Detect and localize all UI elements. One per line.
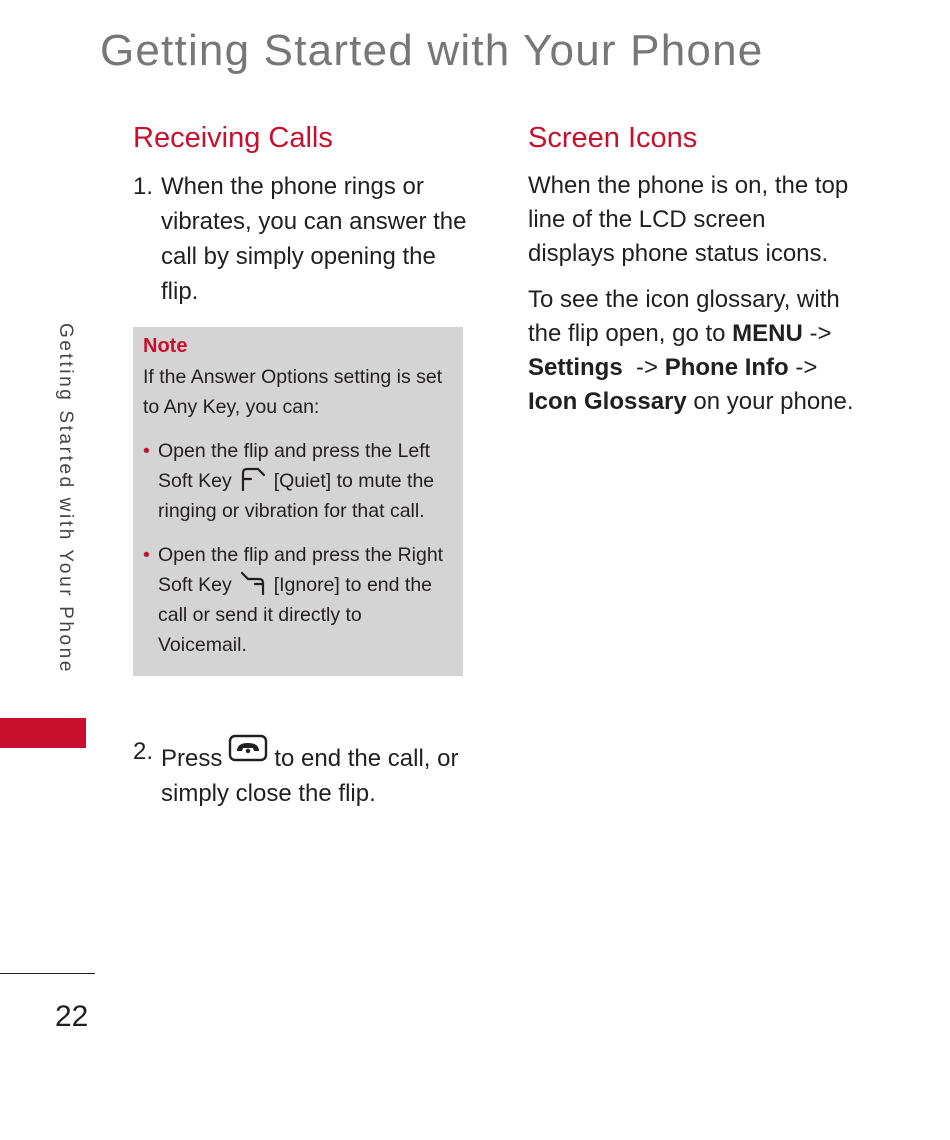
- menu-path-arrow: ->: [788, 354, 818, 381]
- menu-path-menu: MENU: [732, 320, 803, 347]
- end-key-icon: [228, 734, 268, 764]
- step-text-after: to end the call, or simply close the flip.: [161, 745, 459, 807]
- side-tab-label: Getting Started with Your Phone: [55, 323, 76, 675]
- bullet-text-before: Open the flip and press the Right Soft Key: [158, 544, 444, 596]
- note-intro: If the Answer Options setting is set to Any Key, you can:: [143, 366, 443, 418]
- step-number: 1.: [133, 173, 154, 200]
- side-tab-marker: [0, 718, 86, 748]
- bullet-dot: •: [143, 440, 150, 462]
- menu-path-arrow: ->: [802, 320, 832, 347]
- note-box: [133, 327, 463, 676]
- screen-icons-paragraph-1: When the phone is on, the top line of the LCD screen displays phone status icons.: [528, 172, 849, 267]
- bullet-dot: •: [143, 544, 150, 566]
- screen-icons-paragraph-2: [528, 283, 858, 419]
- bullet-text-after: [Ignore] to end the call or send it directly to Voicemail.: [158, 574, 433, 656]
- note-bullet-right-soft-key: [143, 540, 453, 660]
- right-soft-key-icon: [238, 570, 268, 596]
- bullet-text-after: [Quiet] to mute the ringing or vibration for that call.: [158, 470, 435, 522]
- step-2: [133, 734, 478, 811]
- step-1: [133, 169, 478, 309]
- step-text: [161, 734, 478, 811]
- section-title-screen-icons: Screen Icons: [528, 122, 698, 154]
- menu-path-phone-info: Phone Info: [664, 354, 789, 381]
- bullet-text-before: Open the flip and press the Left Soft Key: [158, 440, 431, 492]
- step-text: When the phone rings or vibrates, you can answer the call by simply opening the flip.: [161, 173, 467, 305]
- page-number: 22: [55, 1000, 89, 1033]
- menu-path-icon-glossary: Icon Glossary: [528, 388, 687, 415]
- step-text-before: Press: [161, 745, 223, 772]
- section-title-receiving-calls: Receiving Calls: [133, 122, 333, 154]
- step-number: 2.: [133, 738, 154, 765]
- para-text: on your phone.: [686, 388, 854, 415]
- left-column: [133, 122, 478, 811]
- note-bullet-left-soft-key: [143, 436, 453, 526]
- note-title: Note: [143, 335, 188, 357]
- para-text: To see the icon glossary, with the flip open, go to: [528, 286, 840, 347]
- left-soft-key-icon: [238, 466, 268, 492]
- menu-path-settings: Settings: [528, 354, 623, 381]
- page-title: Getting Started with Your Phone: [100, 26, 764, 75]
- footer-divider: [0, 973, 95, 974]
- bullet-text: [158, 540, 453, 660]
- bullet-text: [158, 436, 453, 526]
- menu-path-arrow: ->: [622, 354, 665, 381]
- right-column: [528, 122, 858, 431]
